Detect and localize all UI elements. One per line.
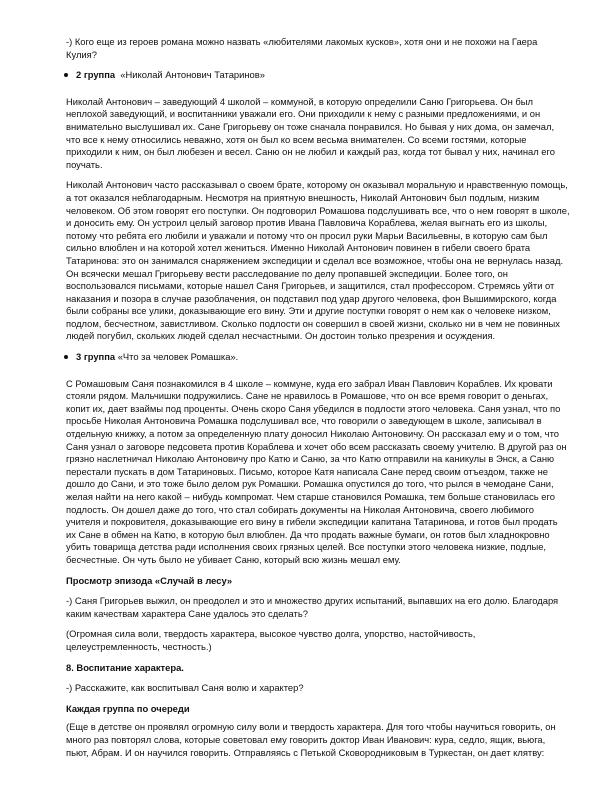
paragraph-tatarinov-1: Николай Антонович – заведующий 4 школой – коммуной, в которую определили Саню Григорьева. Он был неплохой заведующий, и воспитанники уважали его. Они приходили к нему с разными предложениями, и он внимательно выслушивал их. Сане Григорьеву он тоже сначала понравился. Но бывая у них дома, он замечал, что все к нему относились неважно, хотя он был ко всем весьма внимателен. Со всеми гостями, которые приходили к ним, он был любезен и весел. Саню он не любил и каждый раз, когда тот бывал у них, начинал его поучать. (66, 95, 555, 170)
answer-episode: (Огромная сила воли, твердость характера, высокое чувство долга, упорство, настойчивость, целеустремленность, честность.) (66, 628, 476, 652)
paragraph-romashka: С Ромашовым Саня познакомился в 4 школе – коммуне, куда его забрал Иван Павлович Кораблев. Их кровати стояли рядом. Мальчишки подружились. Сане не нравилось в Ромашове, что он все время говорит о деньгах, копит их, дает взаймы под проценты. Очень скоро Саня убедился в подлости этого человека. Саня узнал, что по просьбе Николая Антоновича Ромашка подслушивал все, что говорили о заведующем в школе, записывал в отдельную книжку, а потом за определенную плату доносил Николаю Антоновичу. Он рассказал ему и о том, что Саня узнал о заговоре педсовета против Кораблева и хочет обо всем рассказать своему учителю. В другой раз он грязно наслетничал Николаю Антоновичу про Катю и Саню, за что Катю отправили на каникулы в Энск, а Саню перестали пускать в дом Татариновых. Письмо, которое Катя написала Сане перед своим отъездом, также не дошло до Сани, и это тоже было делом рук Ромашки. Ромашка опустился до того, что рылся в чемодане Сани, желая найти на него какой – нибудь компромат. Чем старше становился Ромашка, тем больше становилась его подлость. Он дошел даже до того, что стал собирать документы на Николая Антоновича, своего любимого учителя и покровителя, доказывающие его вину в гибели экспедиции капитана Татаринова, и готов был продать их Сане в обмен на Катю, в которую был влюблен. Да что продать важные бумаги, он готов был хладнокровно убить товарища детства ради исполнения своих грязных целей. Все поступки этого человека низкие, подлые, бесчестные. Он чуть было не убивает Саню, который всю жизнь мешал ему. (66, 377, 567, 565)
group-3-title: «Что за человек Ромашка». (117, 351, 239, 363)
section-8-heading: 8. Воспитание характера. (66, 661, 184, 673)
group-3-heading (66, 351, 570, 364)
each-group-heading: Каждая группа по очереди (66, 702, 190, 714)
group-3-label: 3 группа (76, 351, 116, 363)
bullet-icon (64, 355, 68, 359)
group-2-heading (66, 69, 570, 82)
question-lovers: -) Кого еще из героев романа можно назвать «любителями лакомых кусков», хотя они и не похожи на Гаера Кулия? (66, 36, 538, 60)
question-upbringing: -) Расскажите, как воспитывал Саня волю и характер? (66, 682, 304, 694)
group-2-label: 2 группа (76, 69, 116, 81)
group-2-title: «Николай Антонович Татаринов» (120, 69, 265, 81)
paragraph-childhood: (Еще в детстве он проявлял огромную силу воли и твердость характера. Для того чтобы научиться говорить, он много раз повторял слова, которые советовал ему говорить доктор Иван Иванович: кура, седло, ящик, вьюга, пьют, Абрам. И он научился говорить. Отправляясь с Петькой Сковородниковым в Туркестан, он дает клятву: (66, 721, 556, 758)
bullet-icon (64, 73, 68, 77)
paragraph-tatarinov-2: Николай Антонович часто рассказывал о своем брате, которому он оказывал моральную и нравственную помощь, а тот оказался неблагодарным. Несмотря на приятную внешность, Николай Антонович был подлым, низким человеком. Об этом говорят его поступки. Он подговорил Ромашова подслушивать все, что о нем говорят в школе, и доносить ему. Он устроил целый заговор против Ивана Павловича Кораблева, желая выгнать его из школы, потому что ребята его любили и уважали и потому что он просил руки Марьи Васильевны, в которую сам был сильно влюблен и на которой хотел жениться. Именно Николай Антонович повинен в гибели своего брата Татаринова: это он занимался снаряжением экспедиции и сделал все возможное, чтобы она не вернулась назад. Он всячески мешал Григорьеву вести расследование по делу пропавшей экспедиции. Более того, он воспользовался письмами, которые нашел Саня Григорьев, и защитился, стал профессором. Стремясь уйти от наказания и позора в случае разоблачения, он подставил под удар другого человека, фон Вышимирского, когда были собраны все улики, доказывающие его вину. Эти и другие поступки говорят о нем как о человеке низком, подлом, бесчестном, завистливом. Сколько подлости он совершил в своей жизни, сколько ни в чем не повинных людей погубил, скольких людей сделал несчастными. Он достоин только презрения и осуждения. (66, 179, 570, 342)
question-episode: -) Саня Григорьев выжил, он преодолел и это и множество других испытаний, выпавших на его долю. Благодаря каким качествам характера Сане удалось это сделать? (66, 595, 559, 619)
episode-heading: Просмотр эпизода «Случай в лесу» (66, 574, 233, 586)
